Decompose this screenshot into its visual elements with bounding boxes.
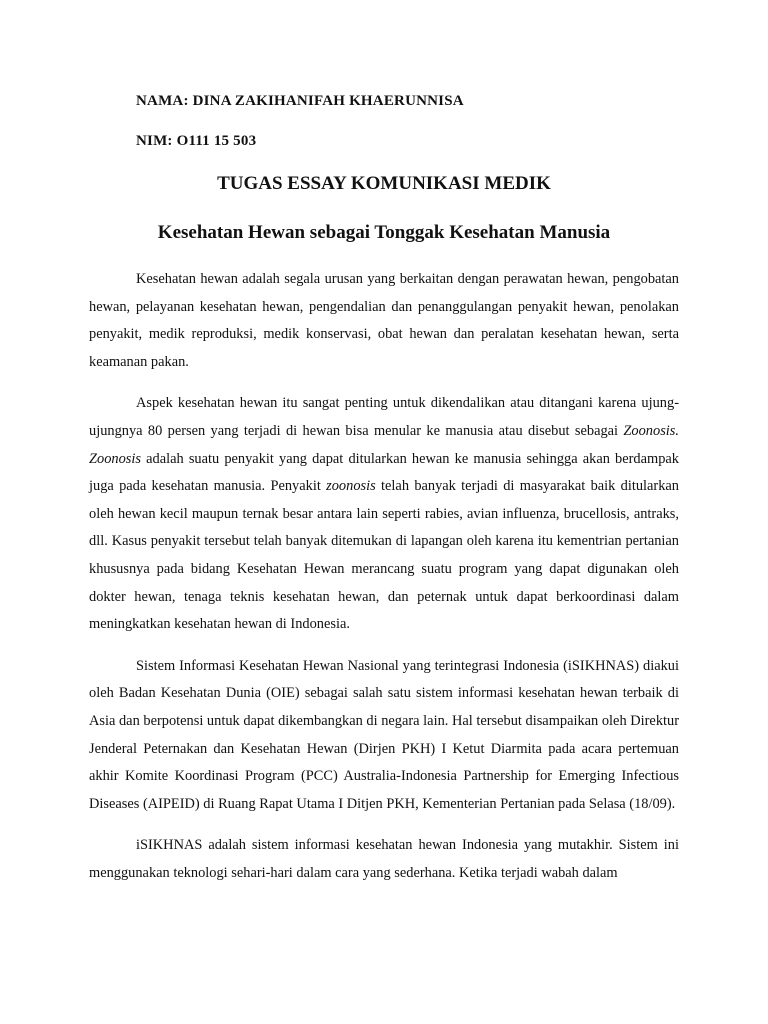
paragraph-2-text-c: telah banyak terjadi di masyarakat baik ditularkan oleh hewan kecil maupun ternak besar antara lain seperti rabies, avian influenza, brucellosis, antraks, dll. Kasus penyakit tersebut telah banyak ditemukan di lapangan oleh karena itu kementrian pertanian khususnya pada bidang Kesehatan Hewan merancang suatu program yang dapat digunakan oleh dokter hewan, tenaga teknis kesehatan hewan, dan peternak untuk dapat berkoordinasi dalam meningkatkan kesehatan hewan di Indonesia. (89, 478, 679, 633)
paragraph-1: Kesehatan hewan adalah segala urusan yang berkaitan dengan perawatan hewan, pengobatan hewan, pelayanan kesehatan hewan, pengendalian dan penanggulangan penyakit hewan, penolakan penyakit, medik reproduksi, medik konservasi, obat hewan dan peralatan kesehatan hewan, serta keamanan pakan. (89, 271, 679, 370)
student-name: NAMA: DINA ZAKIHANIFAH KHAERUNNISA (136, 93, 464, 109)
document-title: TUGAS ESSAY KOMUNIKASI MEDIK (217, 173, 551, 194)
student-nim: NIM: O111 15 503 (136, 133, 257, 149)
paragraph-2 (89, 390, 679, 638)
zoonosis-term: Zoonosis. Zoonosis (89, 422, 679, 467)
paragraph-2-text-b: adalah suatu penyakit yang dapat ditularkan hewan ke manusia sehingga akan berdampak juga pada kesehatan manusia. Penyakit (89, 450, 679, 495)
essay-body (89, 266, 679, 887)
paragraph-3: Sistem Informasi Kesehatan Hewan Nasional yang terintegrasi Indonesia (iSIKHNAS) diakui oleh Badan Kesehatan Dunia (OIE) sebagai salah satu sistem informasi kesehatan hewan terbaik di Asia dan berpotensi untuk dapat dikembangkan di negara lain. Hal tersebut disampaikan oleh Direktur Jenderal Peternakan dan Kesehatan Hewan (Dirjen PKH) I Ketut Diarmita pada acara pertemuan akhir Komite Koordinasi Program (PCC) Australia-Indonesia Partnership for Emerging Infectious Diseases (AIPEID) di Ruang Rapat Utama I Ditjen PKH, Kementerian Pertanian pada Selasa (18/09). (89, 657, 679, 812)
paragraph-2-text-a: Aspek kesehatan hewan itu sangat penting untuk dikendalikan atau ditangani karena ujung-ujungnya 80 persen yang terjadi di hewan bisa menular ke manusia atau disebut sebagai (89, 395, 679, 439)
zoonosis-term-2: zoonosis (326, 478, 376, 495)
document-subtitle: Kesehatan Hewan sebagai Tonggak Kesehatan Manusia (157, 222, 611, 243)
paragraph-4: iSIKHNAS adalah sistem informasi kesehatan hewan Indonesia yang mutakhir. Sistem ini menggunakan teknologi sehari-hari dalam cara yang sederhana. Ketika terjadi wabah dalam (89, 837, 679, 881)
